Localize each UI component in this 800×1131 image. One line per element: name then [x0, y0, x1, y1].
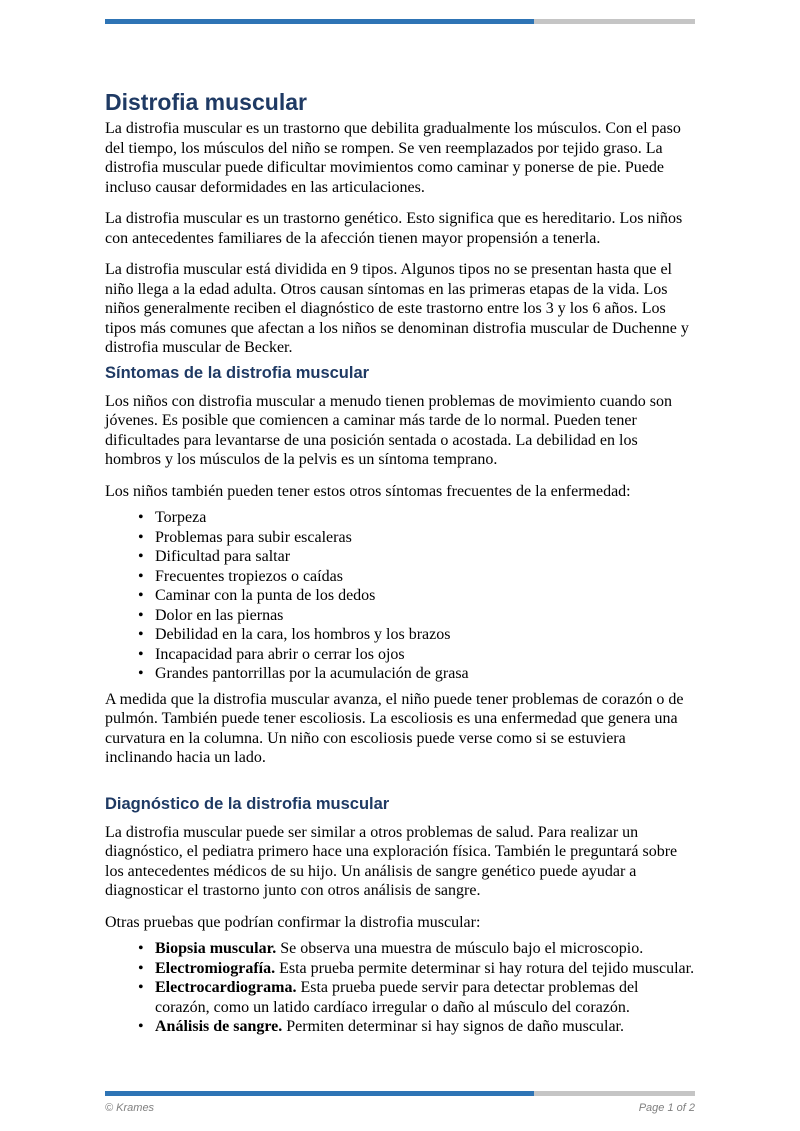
section-heading-diagnostico: Diagnóstico de la distrofia muscular [105, 794, 390, 813]
list-intro-paragraph: Otras pruebas que podrían confirmar la distrofia muscular: [105, 913, 481, 931]
list-item [155, 978, 695, 1017]
intro-paragraph: La distrofia muscular es un trastorno que debilita gradualmente los músculos. Con el paso del tiempo, los músculos del niño se rompen. Se ven reemplazados por tejido graso. La distrofia muscular puede dificultar movimientos como caminar y ponerse de pie. Puede incluso causar deformidades en las articulaciones. [105, 120, 681, 196]
section-heading-sintomas: Síntomas de la distrofia muscular [105, 363, 370, 382]
section-paragraph: Los niños con distrofia muscular a menudo tienen problemas de movimiento cuando son jóvenes. Es posible que comiencen a caminar más tarde de lo normal. Pueden tener dificultades para levantarse de una posición sentada o acostada. La debilidad en los hombros y los músculos de la pelvis es un síntoma temprano. [105, 392, 672, 468]
list-item: • Dolor en las piernas [155, 606, 695, 626]
list-intro-paragraph: Los niños también pueden tener estos otros síntomas frecuentes de la enfermedad: [105, 482, 631, 500]
copyright-text: © Krames [105, 1102, 155, 1114]
test-name: Electrocardiograma. [155, 979, 297, 996]
list-item: • Problemas para subir escaleras [155, 528, 695, 548]
footer-bar-blue-segment [105, 1091, 534, 1096]
list-item: • Dificultad para saltar [155, 547, 695, 567]
list-item: • Grandes pantorrillas por la acumulación de grasa [155, 664, 695, 684]
test-description: Permiten determinar si hay signos de daño muscular. [286, 1018, 624, 1035]
test-name: Biopsia muscular. [155, 940, 277, 957]
list-item: • Torpeza [155, 508, 695, 528]
list-item: • Frecuentes tropiezos o caídas [155, 567, 695, 587]
footer-accent-bar [105, 1091, 695, 1096]
test-name: Electromiografía. [155, 959, 276, 977]
list-item: • Debilidad en la cara, los hombros y los brazos [155, 625, 695, 645]
page-footer [105, 1102, 695, 1115]
document-content [105, 0, 695, 1037]
test-description: Esta prueba permite determinar si hay rotura del tejido muscular. [279, 959, 695, 977]
test-name: Análisis de sangre. [155, 1018, 283, 1035]
list-item [155, 959, 695, 979]
list-item [155, 1017, 695, 1037]
section-paragraph: A medida que la distrofia muscular avanza, el niño puede tener problemas de corazón o de pulmón. También puede tener escoliosis. La escoliosis es una enfermedad que genera una curvatura en la columna. Un niño con escoliosis puede verse como si se estuviera inclinando hacia un lado. [105, 690, 684, 766]
list-item: • Incapacidad para abrir o cerrar los ojos [155, 645, 695, 665]
section-paragraph: La distrofia muscular puede ser similar a otros problemas de salud. Para realizar un diagnóstico, el pediatra primero hace una exploración física. También le preguntará sobre los antecedentes médicos de su hijo. Un análisis de sangre genético puede ayudar a diagnosticar el trastorno junto con otros análisis de sangre. [105, 823, 678, 899]
symptoms-list [105, 508, 695, 684]
test-description: Se observa una muestra de músculo bajo el microscopio. [280, 940, 644, 957]
footer-bar-gray-segment [534, 1091, 695, 1096]
intro-paragraph: La distrofia muscular está dividida en 9 tipos. Algunos tipos no se presentan hasta que el niño llega a la edad adulta. Otros causan síntomas en las primeras etapas de la vida. Los niños generalmente reciben el diagnóstico de este trastorno entre los 3 y los 6 años. Los tipos más comunes que afectan a los niños se denominan distrofia muscular de Duchenne y distrofia muscular de Becker. [105, 261, 689, 356]
list-item [155, 939, 695, 959]
page-title: Distrofia muscular [105, 89, 307, 115]
intro-paragraph: La distrofia muscular es un trastorno genético. Esto significa que es hereditario. Los niños con antecedentes familiares de la afección tienen mayor propensión a tenerla. [105, 210, 683, 247]
test-description: Esta prueba puede servir para detectar problemas del corazón, como un latido cardíaco irregular o daño al músculo del corazón. [155, 979, 639, 1016]
tests-list [105, 939, 695, 1037]
page-indicator: Page 1 of 2 [638, 1102, 695, 1114]
list-item: • Caminar con la punta de los dedos [155, 586, 695, 606]
